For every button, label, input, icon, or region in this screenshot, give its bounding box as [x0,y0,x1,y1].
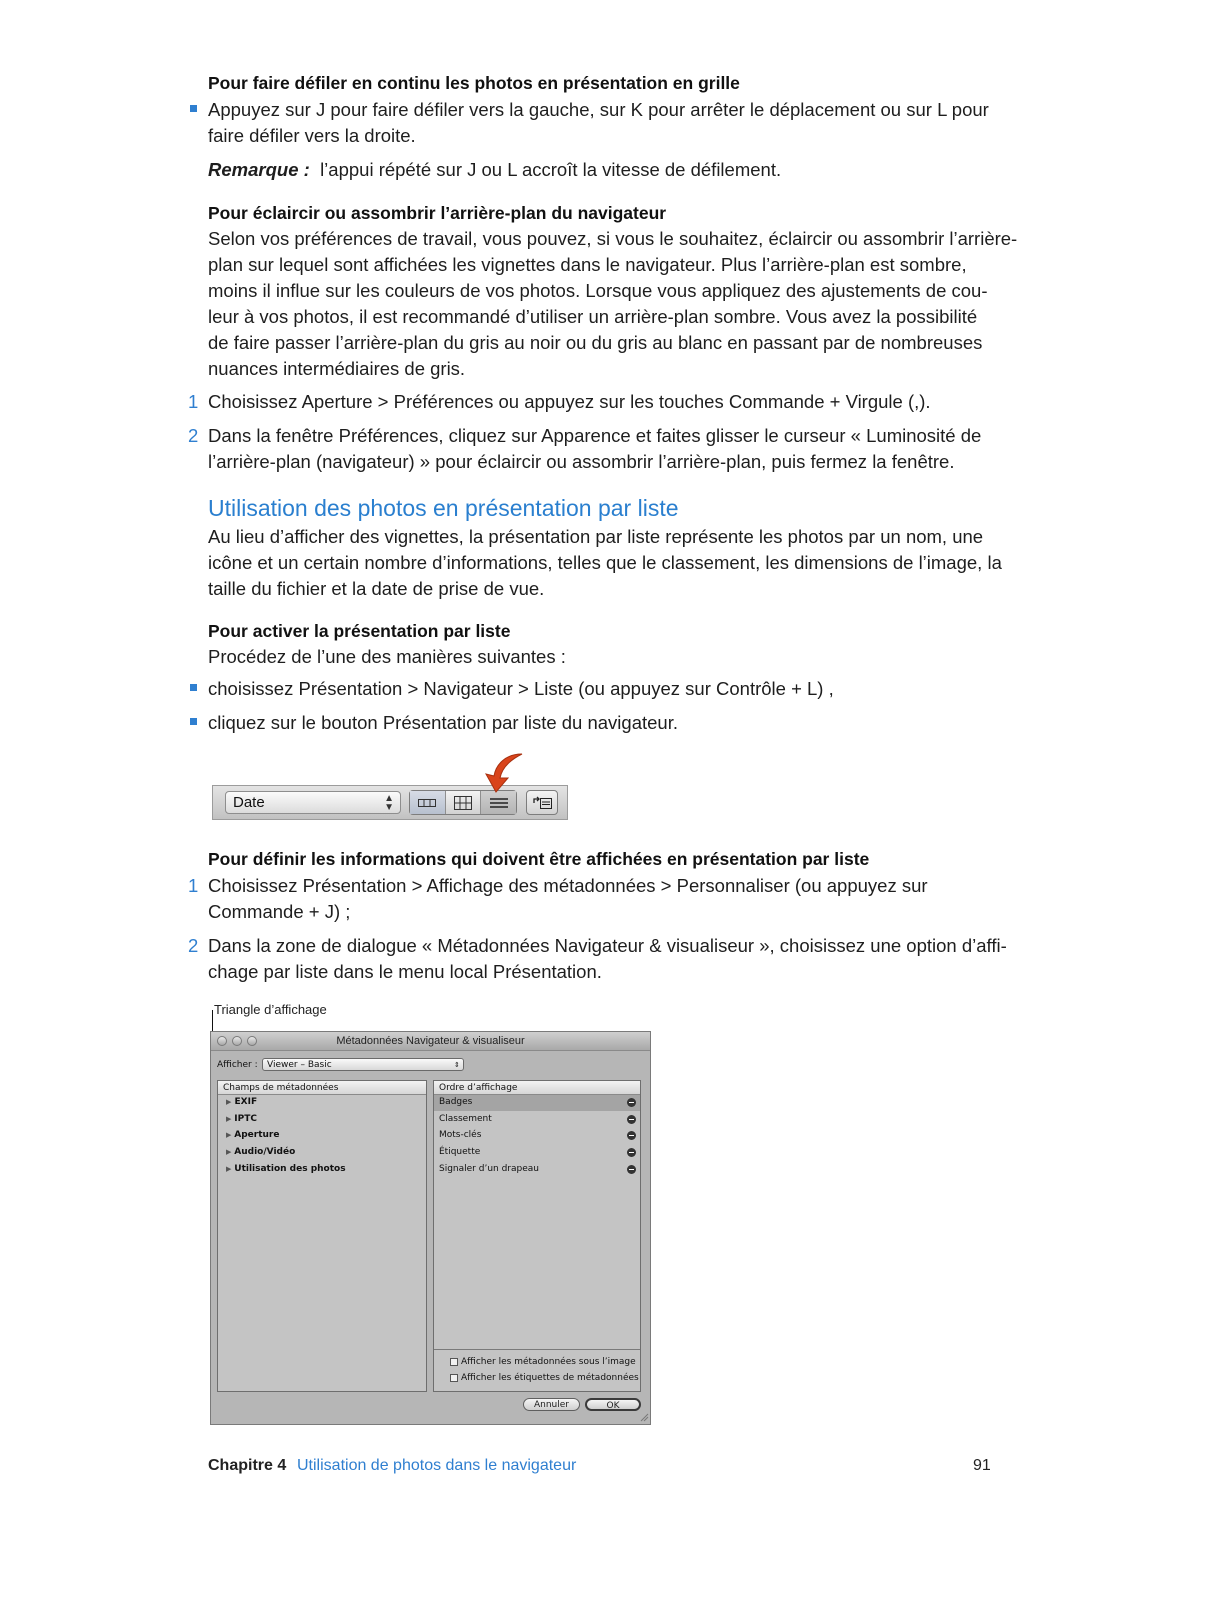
checkbox-label: Afficher les étiquettes de métadonnées [461,1373,639,1383]
show-metadata-labels-checkbox[interactable] [450,1374,458,1382]
ok-button[interactable]: OK [585,1398,641,1411]
footer-chapter: Chapitre 4 [208,1457,287,1474]
popup-arrows-icon: ▲ ▼ [384,793,394,813]
remove-icon[interactable] [627,1165,636,1174]
field-row-exif[interactable]: ▶ EXIF [226,1097,258,1107]
note-label: Remarque : [208,159,310,180]
sort-popup-value: Date [233,794,265,811]
paragraph-line: Au lieu d’afficher des vignettes, la présentation par liste représente les photos par un nom, une [208,526,984,547]
bullet-text: choisissez Présentation > Navigateur > Liste (ou appuyez sur Contrôle + L) , [208,678,834,699]
disclosure-triangle-icon[interactable]: ▶ [226,1165,232,1173]
pane-header [218,1081,426,1095]
field-row-photo-usage[interactable]: ▶ Utilisation des photos [226,1164,346,1174]
paragraph-line: plan sur lequel sont affichées les vignettes dans le navigateur. Plus l’arrière-plan est sombre, [208,254,967,275]
bullet-text: faire défiler vers la droite. [208,125,416,146]
field-row-audio-video[interactable]: ▶ Audio/Vidéo [226,1147,296,1157]
viewer-toggle-icon [532,796,552,810]
viewer-toggle-button[interactable] [526,790,558,815]
cancel-button[interactable]: Annuler [523,1398,580,1411]
step-number: 2 [188,425,199,446]
disclosure-triangle-icon[interactable]: ▶ [226,1131,232,1139]
pane-header [434,1081,640,1095]
heading-list-info: Pour définir les informations qui doivent être affichées en présentation par liste [208,849,870,869]
callout-label: Triangle d’affichage [214,1002,327,1017]
filmstrip-icon [418,798,436,808]
column-header: Champs de métadonnées [223,1083,339,1093]
bullet-text: Appuyez sur J pour faire défiler vers la gauche, sur K pour arrêter le déplacement ou sur L pour [208,99,989,120]
step-text: Dans la fenêtre Préférences, cliquez sur Apparence et faites glisser le curseur « Luminosité de [208,425,982,446]
field-row-aperture[interactable]: ▶ Aperture [226,1130,280,1140]
paragraph-line: leur à vos photos, il est recommandé d’utiliser un arrière-plan sombre. Vous avez la possibilité [208,306,978,327]
step-number: 2 [188,935,199,956]
order-row[interactable]: Signaler d’un drapeau [439,1164,539,1174]
step-number: 1 [188,875,199,896]
paragraph-line: moins il influe sur les couleurs de vos photos. Lorsque vous appliquez des ajustements de cou- [208,280,988,301]
heading-list-view: Pour activer la présentation par liste [208,621,511,641]
heading-background: Pour éclaircir ou assombrir l’arrière-plan du navigateur [208,203,667,223]
note-text: l’appui répété sur J ou L accroît la vitesse de défilement. [320,159,782,180]
remove-icon[interactable] [627,1131,636,1140]
remove-icon[interactable] [627,1098,636,1107]
show-metadata-under-image-checkbox[interactable] [450,1358,458,1366]
column-header: Ordre d’affichage [439,1083,518,1093]
grid-icon [454,796,472,810]
show-popup[interactable] [262,1058,464,1071]
bullet-text: cliquez sur le bouton Présentation par liste du navigateur. [208,712,678,733]
disclosure-triangle-icon[interactable]: ▶ [226,1115,232,1123]
bullet-marker [190,684,197,691]
display-order-pane [433,1080,641,1392]
sort-popup[interactable] [225,791,401,814]
disclosure-triangle-icon[interactable]: ▶ [226,1148,232,1156]
zoom-button[interactable] [247,1036,257,1046]
step-text: chage par liste dans le menu local Présentation. [208,961,602,982]
dialog-titlebar [211,1032,650,1051]
resize-grip-icon[interactable] [639,1412,649,1422]
metadata-fields-pane [217,1080,427,1392]
list-icon [490,797,508,809]
step-number: 1 [188,391,199,412]
heading-scroll-grid: Pour faire défiler en continu les photos en présentation en grille [208,73,740,93]
order-row[interactable]: Mots-clés [439,1130,482,1140]
show-popup-value: Viewer – Basic [267,1060,332,1070]
paragraph-line: Selon vos préférences de travail, vous pouvez, si vous le souhaitez, éclaircir ou assombrir l’arrière- [208,228,1018,249]
paragraph-line: icône et un certain nombre d’informations, telles que le classement, les dimensions de l’image, la [208,552,1002,573]
close-button[interactable] [217,1036,227,1046]
remove-icon[interactable] [627,1148,636,1157]
footer-chapter-title[interactable]: Utilisation de photos dans le navigateur [297,1457,577,1474]
field-row-iptc[interactable]: ▶ IPTC [226,1114,257,1124]
dialog-title: Métadonnées Navigateur & visualiseur [336,1035,525,1047]
disclosure-triangle-icon[interactable]: ▶ [226,1098,232,1106]
step-text: Choisissez Présentation > Affichage des métadonnées > Personnaliser (ou appuyez sur [208,875,928,896]
bullet-marker [190,105,197,112]
order-row[interactable]: Étiquette [439,1147,481,1157]
order-row[interactable]: Badges [439,1097,473,1107]
remove-icon[interactable] [627,1115,636,1124]
paragraph-line: taille du fichier et la date de prise de vue. [208,578,545,599]
callout-arrow-icon [476,750,526,795]
step-text: Choisissez Aperture > Préférences ou appuyez sur les touches Commande + Virgule (,). [208,391,931,412]
popup-arrows-icon: ⇕ [454,1061,460,1069]
note [208,157,781,183]
show-label: Afficher : [217,1060,258,1070]
page-number: 91 [973,1457,991,1474]
step-text: l’arrière-plan (navigateur) » pour éclaircir ou assombrir l’arrière-plan, puis fermez la fenêtre. [208,451,955,472]
step-text: Dans la zone de dialogue « Métadonnées Navigateur & visualiseur », choisissez une option d’affi- [208,935,1007,956]
bullet-marker [190,718,197,725]
intro-text: Procédez de l’une des manières suivantes : [208,646,566,667]
metadata-dialog [210,1031,651,1425]
paragraph-line: de faire passer l’arrière-plan du gris au noir ou du gris au blanc en passant par de nombreuses [208,332,983,353]
section-title: Utilisation des photos en présentation par liste [208,495,679,521]
paragraph-line: nuances intermédiaires de gris. [208,358,466,379]
filmstrip-view-button[interactable] [410,791,446,814]
order-row[interactable]: Classement [439,1114,492,1124]
divider [434,1349,640,1350]
checkbox-label: Afficher les métadonnées sous l’image [461,1357,636,1367]
step-text: Commande + J) ; [208,901,351,922]
minimize-button[interactable] [232,1036,242,1046]
